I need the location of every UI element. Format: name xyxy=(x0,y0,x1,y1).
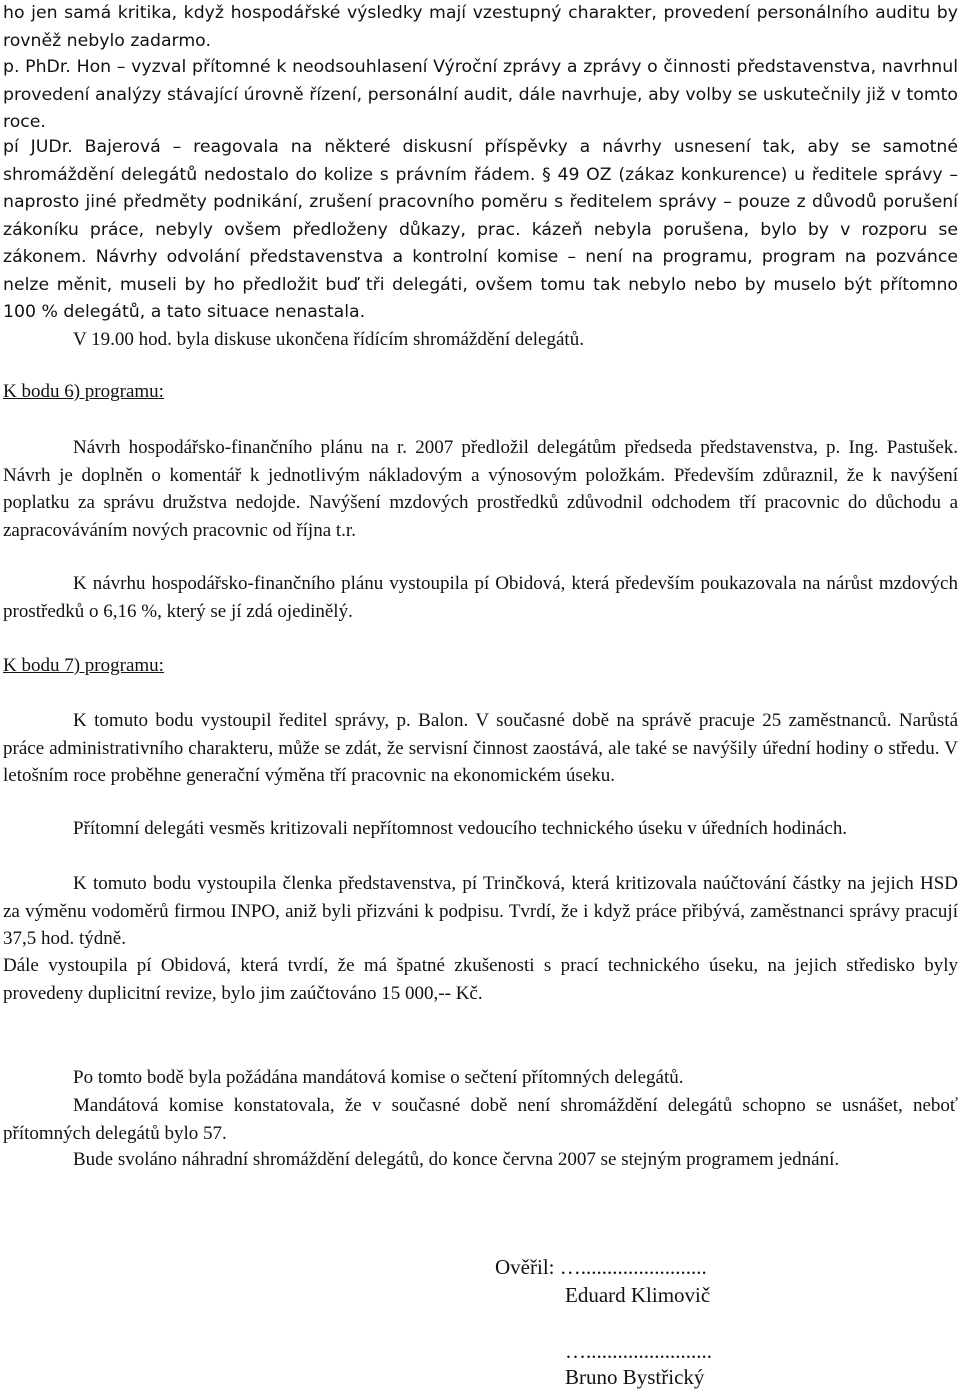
paragraph-3: pí JUDr. Bajerová – reagovala na některé diskusní příspěvky a návrhy usnesení tak, aby se samotné shromáždění delegátů nedostalo do kolize s právním řádem. § 49 OZ (zákaz konkurence) u ředitele správy – naprosto jiné předměty podnikání, zrušení pracovního poměru s ředitelem správy – pouze z důvodů porušení zákoníku práce, nebyly ovšem předloženy důkazy, prac. kázeň nebyla porušena, bylo by v rozporu se zákonem. Návrhy odvolání představenstva a kontrolní komise – není na programu, program na pozvánce nelze měnit, museli by ho předložit buď tři delegáti, ovšem tomu tak nebylo nebo by muselo být přítomno 100 % delegátů, a tato situace nenastala. xyxy=(3,137,958,322)
paragraph-4: V 19.00 hod. byla diskuse ukončena řídícím shromáždění delegátů. xyxy=(73,329,584,350)
section-6-paragraph-1: Návrh hospodářsko-finančního plánu na r. 2007 předložil delegátům předseda představenstva, p. Ing. Pastušek. Návrh je doplněn o komentář k jednotlivým nákladovým a výnosovým položkám. Především zdůraznil, že k navýšení poplatku za správu družstva nedojde. Navýšení mzdových prostředků zdůvodnil odchodem tří pracovnic do důchodu a zapracováváním nových pracovnic od října t.r. xyxy=(3,437,958,541)
section-7-paragraph-4: Dále vystoupila pí Obidová, která tvrdí, že má špatné zkušenosti s prací technického úseku, na jejich středisko byly provedeny duplicitní revize, bylo jim zaúčtováno 15 000,-- Kč. xyxy=(3,955,958,1004)
section-7-paragraph-2: Přítomní delegáti vesměs kritizovali nepřítomnost vedoucího technického úseku v úředních hodinách. xyxy=(73,818,848,839)
closing-paragraph-3: Bude svoláno náhradní shromáždění delegátů, do konce června 2007 se stejným programem jednání. xyxy=(73,1149,840,1170)
verified-label: Ověřil: …........................ xyxy=(495,1255,707,1279)
section-7-paragraph-1: K tomuto bodu vystoupil ředitel správy, p. Balon. V současné době na správě pracuje 25 zaměstnanců. Narůstá práce administrativního charakteru, může se zdát, že servisní činnost zaostává, ale také se navýšily úřední hodiny o středu. V letošním roce proběhne generační výměna tří pracovnic na ekonomickém úseku. xyxy=(3,710,958,786)
section-7-paragraph-3: K tomuto bodu vystoupila členka představenstva, pí Trinčková, která kritizovala naúčtování částky na jejich HSD za výměnu vodoměrů firmou INPO, aniž byli přizváni k podpisu. Tvrdí, že i když práce přibývá, zaměstnanci správy pracují 37,5 hod. týdně. xyxy=(3,873,958,949)
paragraph-1: ho jen samá kritika, když hospodářské výsledky mají vzestupný charakter, provedení personálního auditu by rovněž nebylo zadarmo. xyxy=(3,3,958,51)
closing-paragraph-2: Mandátová komise konstatovala, že v současné době není shromáždění delegátů schopno se usnášet, neboť přítomných delegátů bylo 57. xyxy=(3,1095,958,1144)
section-6-heading: K bodu 6) programu: xyxy=(3,381,164,402)
section-6-paragraph-2: K návrhu hospodářsko-finančního plánu vystoupila pí Obidová, která především poukazovala na nárůst mzdových prostředků o 6,16 %, který se jí zdá ojedinělý. xyxy=(3,573,958,622)
signature-line-2: …........................ xyxy=(565,1339,712,1363)
closing-paragraph-1: Po tomto bodě byla požádána mandátová komise o sečtení přítomných delegátů. xyxy=(73,1067,684,1088)
signer-name-1: Eduard Klimovič xyxy=(565,1283,711,1307)
section-7-heading: K bodu 7) programu: xyxy=(3,655,164,676)
paragraph-2: p. PhDr. Hon – vyzval přítomné k neodsouhlasení Výroční zprávy a zprávy o činnosti představenstva, navrhnul provedení analýzy stávající úrovně řízení, personální audit, dále navrhuje, aby volby se uskutečnily již v tomto roce. xyxy=(3,57,958,132)
signer-name-2: Bruno Bystřický xyxy=(565,1365,705,1389)
